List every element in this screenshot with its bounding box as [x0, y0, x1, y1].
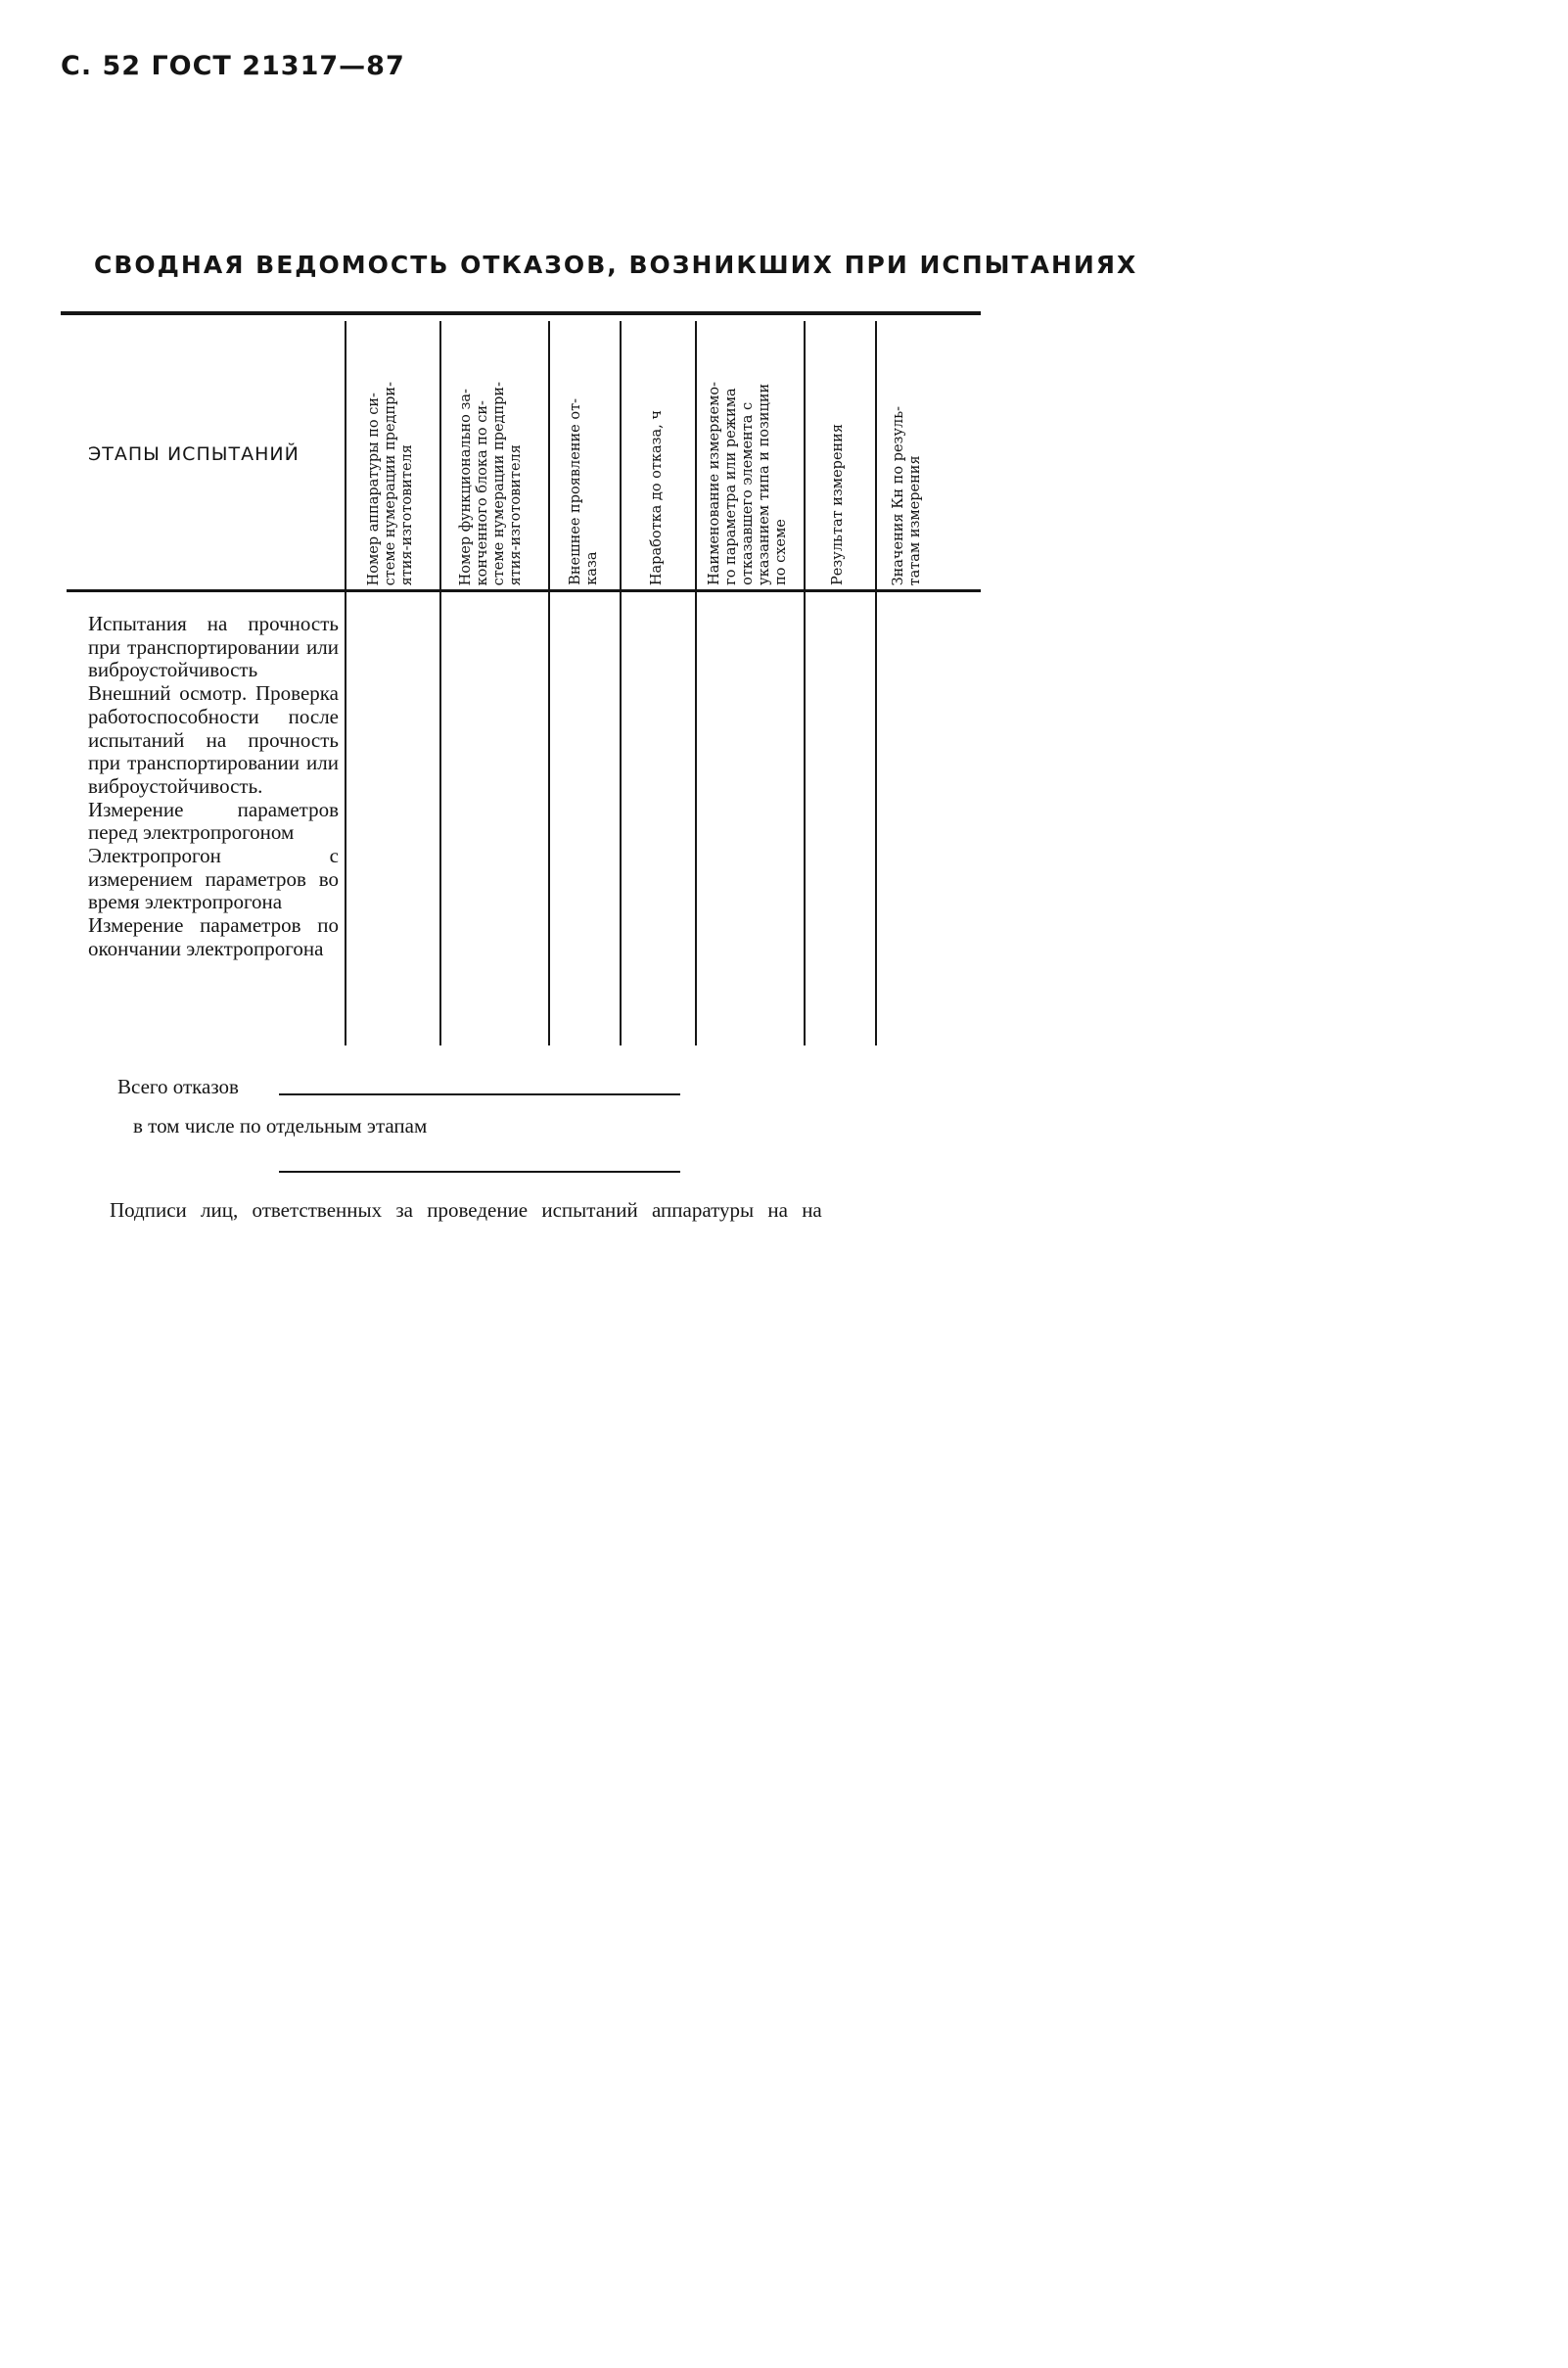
stage-item: Внешний осмотр. Проверка работоспособности после испытаний на прочность при транспортировании или виброустойчивость. Измерение параметров перед электропрогоном	[88, 681, 339, 845]
header-line: Внешнее проявление от-	[568, 398, 583, 585]
header-line: отказавшего элемента с	[740, 401, 756, 585]
table-top-rule	[61, 311, 981, 315]
total-failures-label: Всего отказов	[117, 1075, 239, 1098]
stage-item: Электропрогон с измерением параметров во время электропрогона	[88, 844, 339, 914]
header-line: стеме нумерации предпри-	[383, 381, 398, 585]
failures-table	[61, 311, 981, 1045]
column-header-device-number	[366, 382, 416, 585]
column-header-failure-symptom	[568, 398, 601, 585]
stage-item: Испытания на прочность при транспортировании или виброустойчивость	[88, 612, 339, 682]
column-header-operating-time	[649, 410, 666, 585]
stages-list	[88, 613, 339, 961]
column-divider	[875, 321, 877, 1045]
header-line: конченного блока по си-	[475, 399, 490, 585]
column-divider	[620, 321, 622, 1045]
header-line: ятия-изготовителя	[508, 443, 524, 585]
header-line: Результат измерения	[830, 424, 846, 585]
header-line: Номер функционально за-	[458, 388, 474, 585]
by-stage-label: в том числе по отдельным этапам	[133, 1114, 428, 1138]
by-stage-blank	[279, 1171, 680, 1173]
header-line: Наименование измеряемо-	[707, 382, 722, 585]
signatures-line: Подписи лиц, ответственных за проведение испытаний аппаратуры на на	[110, 1198, 822, 1222]
stages-column-header: ЭТАПЫ ИСПЫТАНИЙ	[88, 443, 300, 465]
total-failures-blank	[279, 1093, 680, 1095]
table-header-rule	[67, 589, 981, 592]
document-title: СВОДНАЯ ВЕДОМОСТЬ ОТКАЗОВ, ВОЗНИКШИХ ПРИ ИСПЫТАНИЯХ	[94, 251, 1138, 279]
header-line: ятия-изготовителя	[399, 443, 415, 585]
header-line: Наработка до отказа, ч	[649, 409, 665, 585]
header-line: Номер аппаратуры по си-	[366, 392, 382, 585]
page-header: С. 52 ГОСТ 21317—87	[61, 51, 405, 81]
column-header-measurement-result	[830, 424, 847, 585]
header-line: Значения Кн по резуль-	[891, 405, 906, 585]
header-line: стеме нумерации предпри-	[491, 381, 507, 585]
column-header-block-number	[458, 382, 525, 585]
column-header-measured-parameter	[707, 382, 790, 585]
column-divider	[345, 321, 346, 1045]
header-line: каза	[584, 551, 600, 585]
header-line: по схеме	[773, 519, 789, 585]
stage-item: Измерение параметров по окончании электропрогона	[88, 913, 339, 960]
column-divider	[439, 321, 441, 1045]
header-line: указанием типа и позиции	[757, 383, 772, 585]
column-divider	[695, 321, 697, 1045]
header-line: го параметра или режима	[723, 388, 739, 585]
header-line: татам измерения	[907, 455, 923, 585]
column-divider	[548, 321, 550, 1045]
column-header-kn-values	[891, 406, 924, 585]
column-divider	[804, 321, 806, 1045]
